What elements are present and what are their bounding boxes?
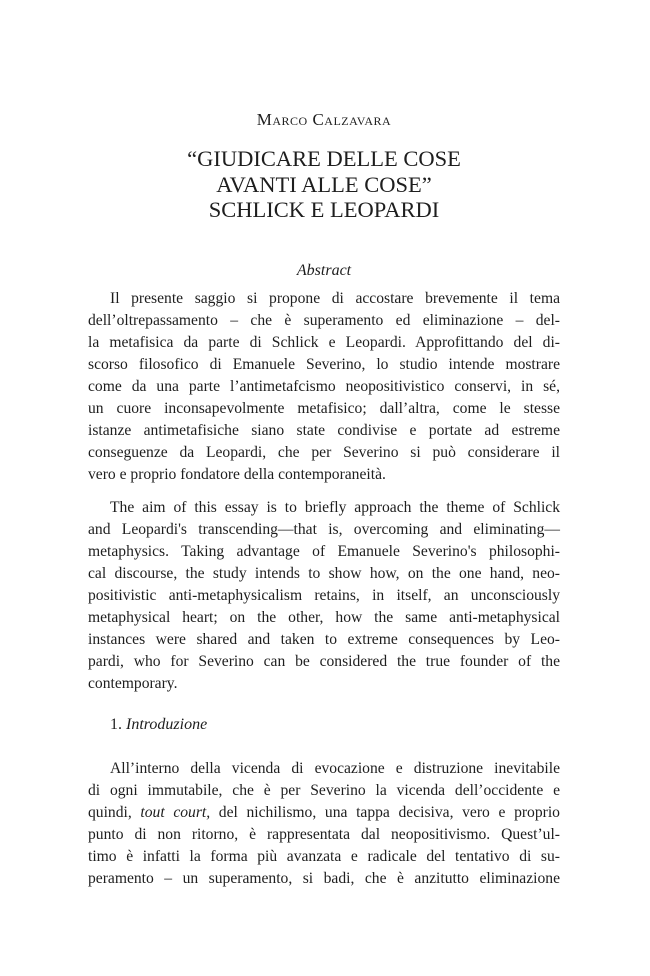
text-line: vero e proprio fondatore della contemporaneità. xyxy=(88,466,386,483)
text-run: quindi, xyxy=(88,804,141,821)
text-line: The aim of this essay is to briefly approach the theme of Schlick xyxy=(110,499,560,516)
text-line: Il presente saggio si propone di accostare brevemente il tema xyxy=(110,290,560,307)
title-line: “GIUDICARE DELLE COSE xyxy=(187,146,461,171)
text-line: punto di non ritorno, è rappresentata dal neopositivismo. Quest’ul- xyxy=(88,826,560,843)
article-title xyxy=(88,146,560,223)
text-line: scorso filosofico di Emanuele Severino, lo studio intende mostrare xyxy=(88,356,560,373)
abstract-italian xyxy=(88,288,560,486)
text-line: conseguenze da Leopardi, che per Severino si può considerare il xyxy=(88,444,560,461)
text-line: All’interno della vicenda di evocazione e distruzione inevitabile xyxy=(110,760,560,777)
section-heading xyxy=(110,716,207,734)
text-line: metaphysics. Taking advantage of Emanuele Severino's philosophi- xyxy=(88,543,560,560)
introduction-paragraph xyxy=(88,758,560,890)
text-line: positivistic anti-metaphysicalism retains, in itself, an unconsciously xyxy=(88,587,560,604)
italic-phrase: tout court, xyxy=(140,804,211,821)
abstract-english xyxy=(88,497,560,695)
text-line: cal discourse, the study intends to show how, on the one hand, neo- xyxy=(88,565,560,582)
text-line: peramento – un superamento, si badi, che è anzitutto eliminazione xyxy=(88,870,560,887)
title-line: AVANTI ALLE COSE” xyxy=(216,171,432,197)
text-line: come da una parte l’antimetafcismo neopositivistico conservi, in sé, xyxy=(88,378,560,395)
abstract-heading: Abstract xyxy=(296,262,352,279)
text-line: contemporary. xyxy=(88,675,178,692)
text-line: timo è infatti la forma più avanzata e radicale del tentativo di su- xyxy=(88,848,560,865)
text-line: metaphysical heart; on the other, how the same anti-metaphysical xyxy=(88,609,560,626)
author-name: Marco Calzavara xyxy=(256,110,392,129)
section-number: 1. xyxy=(110,716,122,733)
section-label: Introduzione xyxy=(126,716,208,733)
text-line: dell’oltrepassamento – che è superamento ed eliminazione – del- xyxy=(88,312,560,329)
text-run: del nichilismo, una tappa decisiva, vero e proprio xyxy=(210,804,560,821)
text-line: di ogni immutabile, che è per Severino la vicenda dell’occidente e xyxy=(88,782,560,799)
page xyxy=(88,0,560,976)
text-line xyxy=(88,802,560,824)
title-line: SCHLICK E LEOPARDI xyxy=(208,197,440,222)
text-line: la metafisica da parte di Schlick e Leopardi. Approfittando del di- xyxy=(88,334,560,351)
text-line: istanze antimetafisiche siano state condivise e portate ad estreme xyxy=(88,422,560,439)
text-line: and Leopardi's transcending—that is, overcoming and eliminating— xyxy=(88,521,560,538)
text-line: pardi, who for Severino can be considered the true founder of the xyxy=(88,653,560,670)
text-line: instances were shared and taken to extreme consequences by Leo- xyxy=(88,631,560,648)
text-line: un cuore inconsapevolmente metafisico; dall’altra, come le stesse xyxy=(88,400,560,417)
